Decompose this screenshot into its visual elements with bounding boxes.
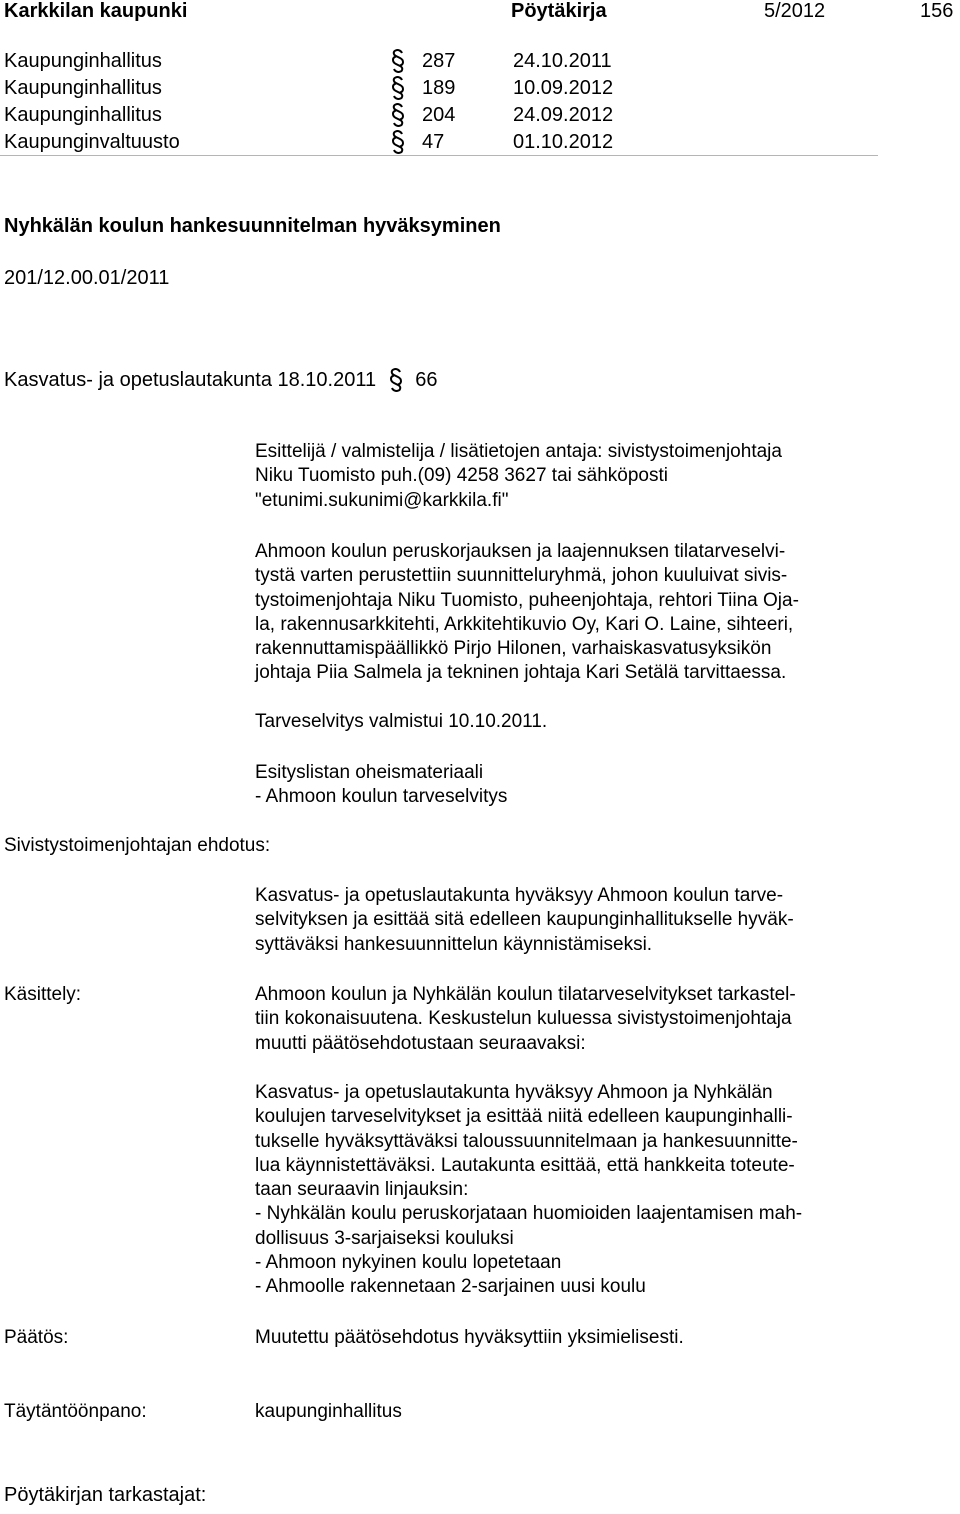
reference-body: Kaupunginvaltuusto <box>4 131 180 153</box>
record-id: 201/12.00.01/2011 <box>4 267 170 289</box>
decision-text: Muutettu päätösehdotus hyväksyttiin yksimielisesti. <box>255 1327 684 1348</box>
section-sign-icon <box>386 367 406 393</box>
reference-number: 204 <box>422 104 456 126</box>
handling-label: Käsittely: <box>4 984 82 1005</box>
section-sign-icon <box>388 102 408 128</box>
completion-note: Tarveselvitys valmistui 10.10.2011. <box>255 711 548 732</box>
reference-number: 47 <box>422 131 445 153</box>
committee-reference-number: 66 <box>415 369 438 391</box>
decision-label: Päätös: <box>4 1327 69 1348</box>
committee-reference-text: Kasvatus- ja opetuslautakunta 18.10.2011 <box>4 369 377 391</box>
reference-date: 24.10.2011 <box>513 50 612 72</box>
reference-body: Kaupunginhallitus <box>4 77 162 99</box>
document-type: Pöytäkirja <box>511 0 607 22</box>
background-paragraph: Ahmoon koulun peruskorjauksen ja laajennuksen tilatarveselvi- tystä varten perustettiin suunnitteluryhmä, johon kuuluivat sivis- tystoimenjohtaja Niku Tuomisto, puheenjohtaja, rehtori Tiina Oja- la, rakennusarkkitehti, Arkkitehtikuvio Oy, Kari O. Laine, sihteeri, rakennuttamispäällikkö Pirjo Hilonen, varhaiskasvatusyksikön johtaja Piia Salmela ja tekninen johtaja Kari Setälä tarvittaessa. <box>255 541 799 684</box>
reference-date: 10.09.2012 <box>513 77 614 99</box>
proposal-text: Kasvatus- ja opetuslautakunta hyväksyy Ahmoon koulun tarve- selvityksen ja esittää sitä edelleen kaupunginhallitukselle hyväk- syttäväksi hankesuunnittelun käynnistämiseksi. <box>255 885 794 955</box>
proposal-label: Sivistystoimenjohtajan ehdotus: <box>4 835 271 856</box>
section-sign-icon <box>388 75 408 101</box>
reference-body: Kaupunginhallitus <box>4 50 162 72</box>
implementation-text: kaupunginhallitus <box>255 1401 402 1422</box>
reference-date: 01.10.2012 <box>513 131 614 153</box>
header-divider <box>0 155 878 156</box>
reference-body: Kaupunginhallitus <box>4 104 162 126</box>
reference-number: 287 <box>422 50 456 72</box>
reference-date: 24.09.2012 <box>513 104 614 126</box>
page-number: 156 <box>920 0 954 22</box>
organization-name: Karkkilan kaupunki <box>4 0 188 22</box>
handling-text: Ahmoon koulun ja Nyhkälän koulun tilatarveselvitykset tarkastel- tiin kokonaisuutena. Keskustelun kuluessa sivistystoimenjohtaja muutti päätösehdotustaan seuraavaksi: <box>255 984 796 1054</box>
revised-proposal-text: Kasvatus- ja opetuslautakunta hyväksyy Ahmoon ja Nyhkälän koulujen tarveselvitykset ja esittää niitä edelleen kaupunginhalli- tukselle hyväksyttäväksi taloussuunnitelmaan ja hankesuunnitte- lua käynnistettäväksi. Lautakunta esittää, että hankkeita toteute- taan seuraavin linjauksin: - Nyhkälän koulu peruskorjataan huomioiden laajentamisen mah- dollisuus 3-sarjaiseksi kouluksi - Ahmoon nykyinen koulu lopetetaan - Ahmoolle rakennetaan 2-sarjainen uusi koulu <box>255 1082 803 1298</box>
implementation-label: Täytäntöönpano: <box>4 1401 147 1422</box>
committee-reference <box>4 367 438 393</box>
attachments-list: Esityslistan oheismateriaali - Ahmoon koulun tarveselvitys <box>255 762 508 808</box>
section-sign-icon <box>388 48 408 74</box>
section-sign-icon <box>388 129 408 155</box>
presenter-info: Esittelijä / valmistelija / lisätietojen antaja: sivistystoimenjohtaja Niku Tuomisto puh.(09) 4258 3627 tai sähköposti "etunimi.sukunimi@karkkila.fi" <box>255 441 782 511</box>
issue-number: 5/2012 <box>764 0 826 22</box>
reviewers-label: Pöytäkirjan tarkastajat: <box>4 1484 207 1506</box>
page-title: Nyhkälän koulun hankesuunnitelman hyväksyminen <box>4 215 501 237</box>
reference-number: 189 <box>422 77 456 99</box>
